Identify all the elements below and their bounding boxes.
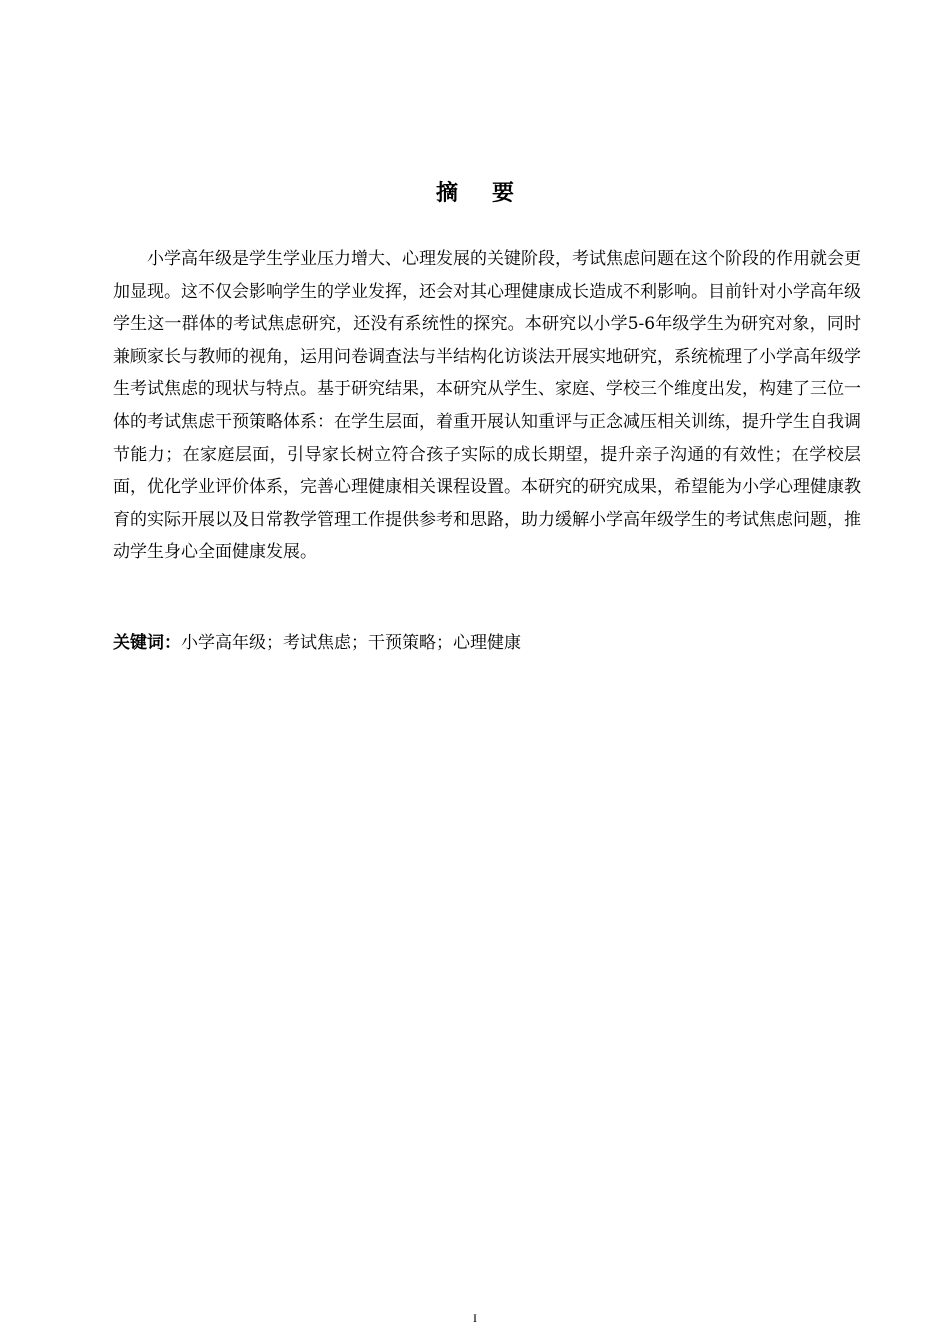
keywords-label: 关键词： [113, 633, 181, 653]
keywords-text: 小学高年级；考试焦虑；干预策略；心理健康 [181, 633, 521, 653]
page-number: I [473, 1311, 477, 1325]
abstract-paragraph: 小学高年级是学生学业压力增大、心理发展的关键阶段，考试焦虑问题在这个阶段的作用就会更加显现。这不仅会影响学生的学业发挥，还会对其心理健康成长造成不利影响。目前针对小学高年级学生这一群体的考试焦虑研究，还没有系统性的探究。本研究以小学5-6年级学生为研究对象，同时兼顾家长与教师的视角，运用问卷调查法与半结构化访谈法开展实地研究，系统梳理了小学高年级学生考试焦虑的现状与特点。基于研究结果，本研究从学生、家庭、学校三个维度出发，构建了三位一体的考试焦虑干预策略体系：在学生层面，着重开展认知重评与正念减压相关训练，提升学生自我调节能力；在家庭层面，引导家长树立符合孩子实际的成长期望，提升亲子沟通的有效性；在学校层面，优化学业评价体系，完善心理健康相关课程设置。本研究的研究成果，希望能为小学心理健康教育的实际开展以及日常教学管理工作提供参考和思路，助力缓解小学高年级学生的考试焦虑问题，推动学生身心全面健康发展。 [113, 249, 861, 563]
keywords-line [113, 627, 861, 659]
page-title: 摘要 [435, 181, 548, 206]
